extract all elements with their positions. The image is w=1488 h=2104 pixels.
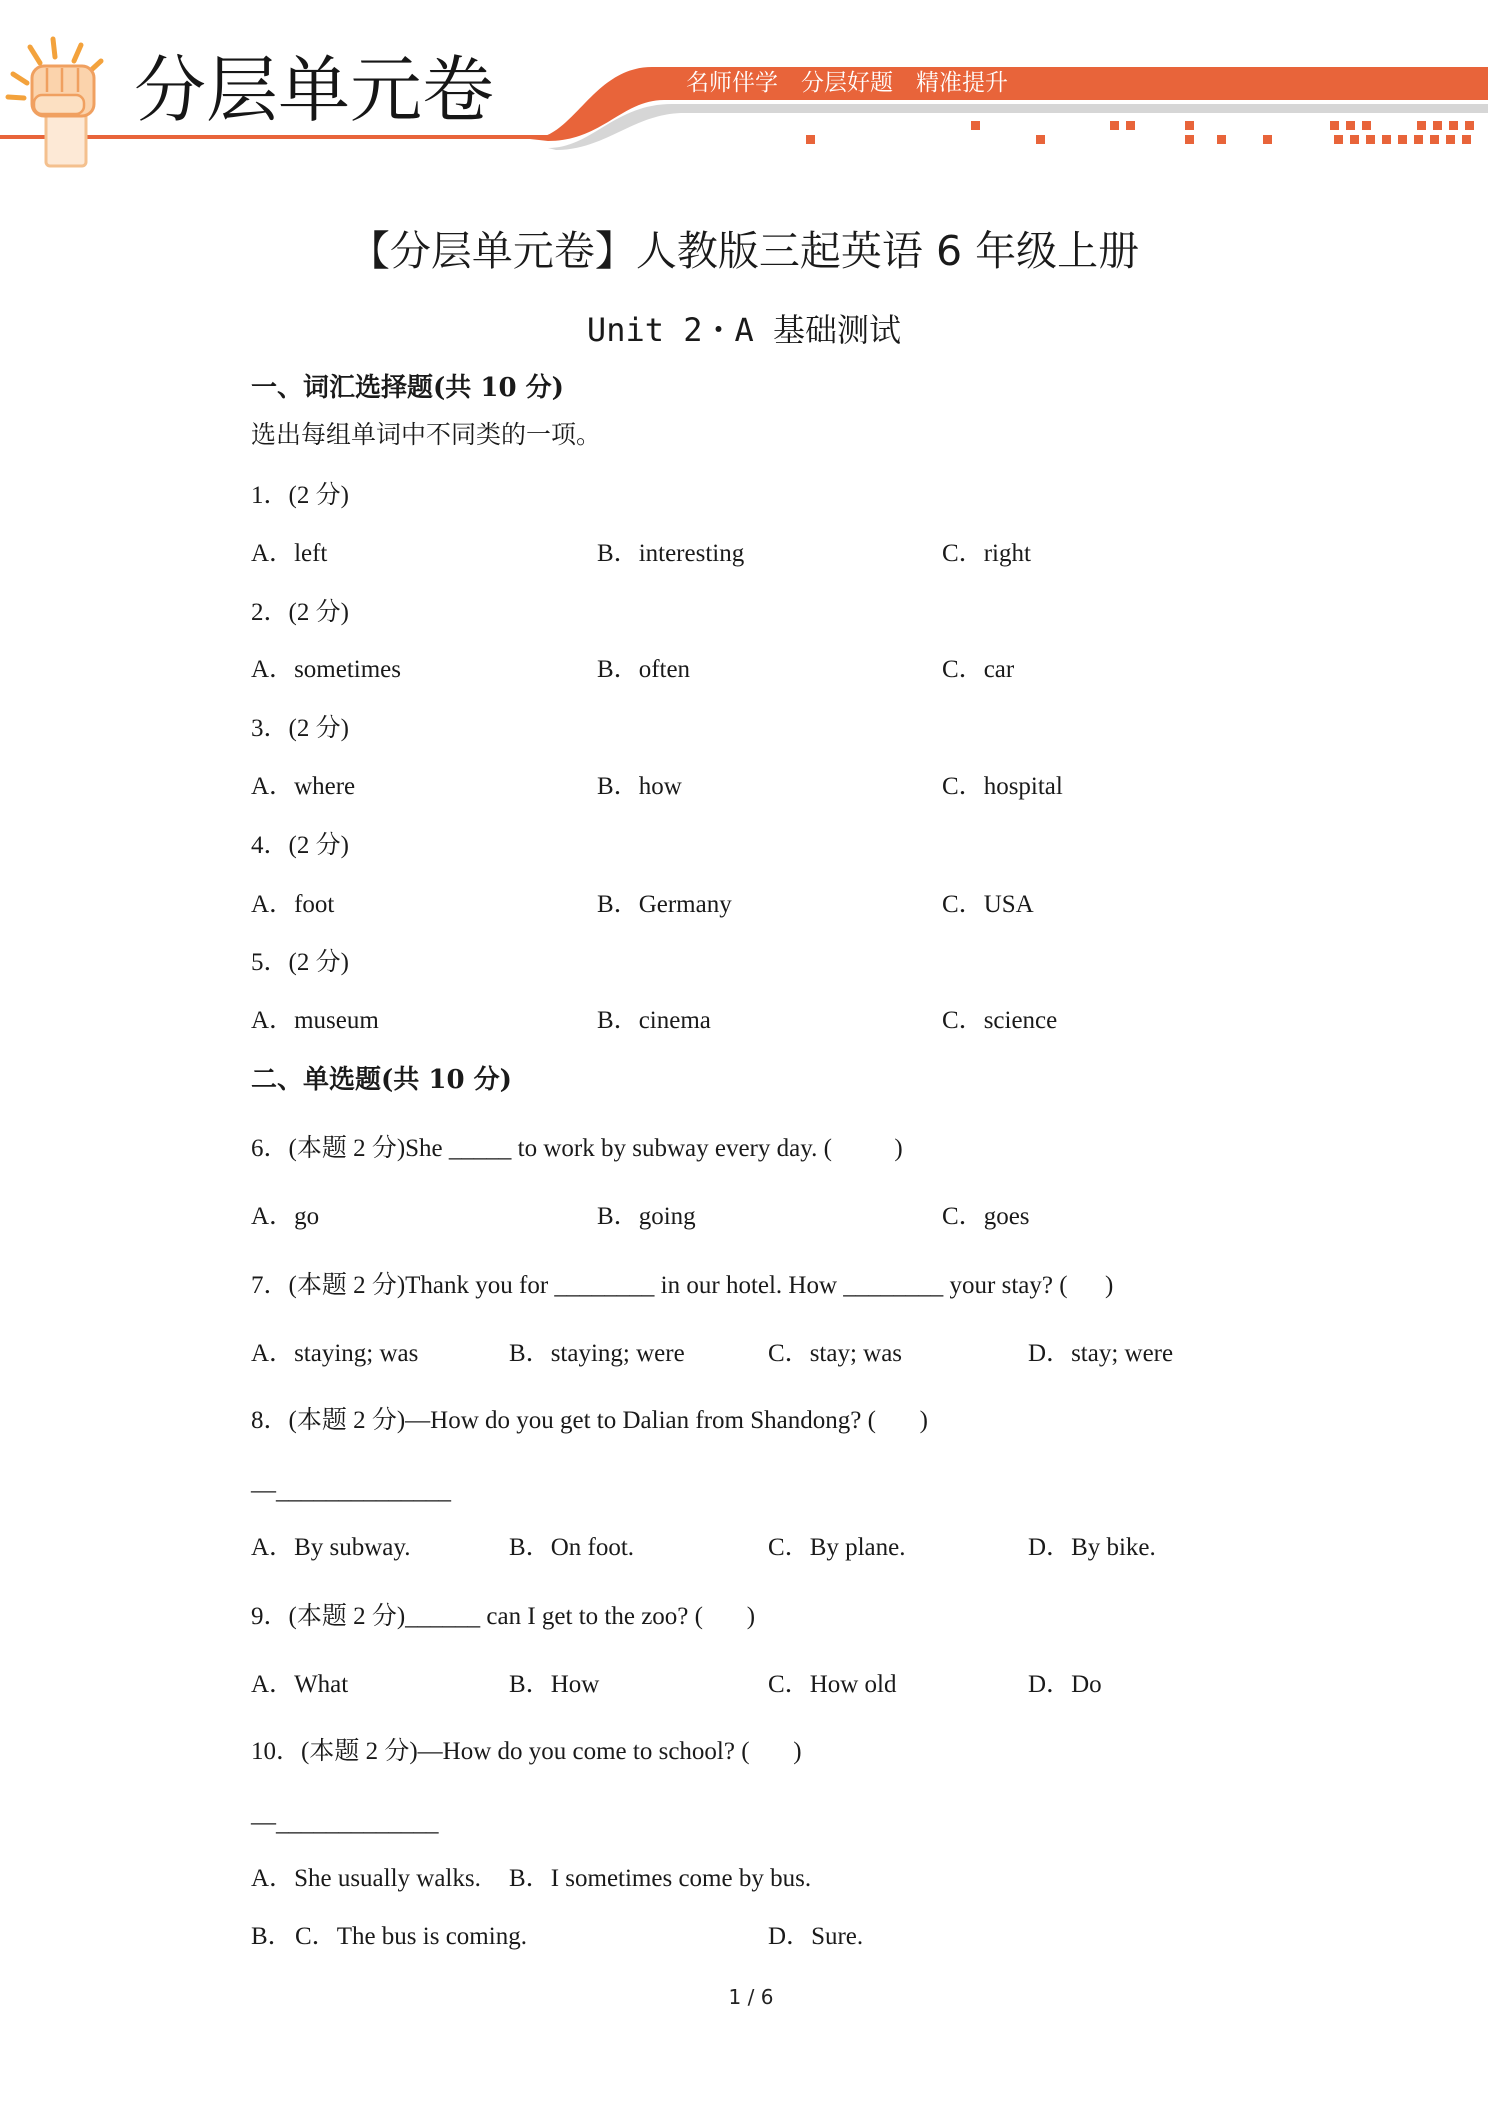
option-c — [942, 1008, 1057, 1034]
option-text: museum — [294, 1007, 379, 1034]
question-stem: 10．(本题 2 分)—How do you come to school? ( ) — [251, 1738, 802, 1765]
option-c — [942, 774, 1063, 800]
option-text: goes — [983, 1203, 1030, 1230]
option-label: D． — [1028, 1340, 1072, 1367]
option-c — [768, 1535, 906, 1561]
option-c — [942, 541, 1031, 567]
section-heading: 一、词汇选择题(共 10 分) — [251, 373, 564, 403]
document-title: 【分层单元卷】人教版三起英语 6 年级上册 — [348, 227, 1140, 275]
option-label: C． — [942, 1203, 984, 1230]
option-text: On foot. — [550, 1534, 635, 1561]
option-a — [251, 657, 401, 683]
option-c — [942, 1204, 1030, 1230]
option-label: B． — [597, 1007, 639, 1034]
option-c — [295, 1924, 527, 1950]
option-text: staying; were — [550, 1340, 685, 1367]
option-d — [1028, 1672, 1102, 1698]
option-a — [251, 1204, 319, 1230]
option-label: C． — [942, 891, 984, 918]
option-text: staying; was — [294, 1340, 419, 1367]
option-text: interesting — [638, 540, 745, 567]
option-label: D． — [1028, 1671, 1072, 1698]
option-label: A． — [251, 1007, 295, 1034]
option-text: foot — [294, 891, 335, 918]
option-text: She usually walks. — [294, 1865, 481, 1892]
option-a — [251, 1535, 411, 1561]
question-stem: 4．(2 分) — [251, 832, 349, 859]
answer-line: —_____________ — [251, 1809, 439, 1836]
question-stem: 5．(2 分) — [251, 949, 349, 976]
option-label: B． — [509, 1865, 551, 1892]
option-b — [509, 1866, 811, 1892]
option-a — [251, 1341, 418, 1367]
option-text: The bus is coming. — [336, 1923, 527, 1950]
option-text: stay; was — [809, 1340, 903, 1367]
question-stem: 7．(本题 2 分)Thank you for ________ in our hotel. How ________ your stay? ( ) — [251, 1272, 1114, 1299]
question-stem: 2．(2 分) — [251, 599, 349, 626]
option-b — [509, 1672, 599, 1698]
option-text: How old — [809, 1671, 897, 1698]
option-label: B． — [597, 891, 639, 918]
option-text: go — [294, 1203, 320, 1230]
option-label: A． — [251, 540, 295, 567]
brand-slogan: 名师伴学 分层好题 精准提升 — [686, 70, 1008, 96]
option-text: often — [638, 656, 691, 683]
option-c — [768, 1341, 902, 1367]
page-number: 1 / 6 — [728, 1985, 774, 2009]
fist-logo-icon — [8, 39, 101, 166]
option-text: By bike. — [1071, 1534, 1156, 1561]
option-b — [509, 1341, 685, 1367]
option-text: By plane. — [809, 1534, 906, 1561]
option-d — [768, 1924, 863, 1950]
option-text: stay; were — [1071, 1340, 1174, 1367]
option-label: C． — [768, 1671, 810, 1698]
option-label: C． — [942, 1007, 984, 1034]
option-text: How — [550, 1671, 600, 1698]
option-c — [942, 892, 1034, 918]
option-label: B． — [597, 773, 639, 800]
option-label: A． — [251, 1534, 295, 1561]
option-c — [942, 657, 1014, 683]
option-label: C． — [942, 656, 984, 683]
option-label: C． — [295, 1923, 337, 1950]
option-label: A． — [251, 773, 295, 800]
option-b — [597, 1008, 711, 1034]
option-a — [251, 1866, 481, 1892]
option-label: B． — [509, 1671, 551, 1698]
option-label: C． — [942, 773, 984, 800]
option-d — [1028, 1535, 1156, 1561]
option-label: A． — [251, 1671, 295, 1698]
option-text: By subway. — [294, 1534, 411, 1561]
option-row-prefix: B． — [251, 1923, 293, 1950]
option-b — [597, 1204, 696, 1230]
option-label: B． — [597, 1203, 639, 1230]
option-text: how — [638, 773, 682, 800]
option-c — [768, 1672, 897, 1698]
question-stem: 3．(2 分) — [251, 715, 349, 742]
option-text: where — [294, 773, 356, 800]
option-text: science — [983, 1007, 1058, 1034]
option-text: Germany — [638, 891, 732, 918]
option-label: B． — [509, 1534, 551, 1561]
option-text: cinema — [638, 1007, 711, 1034]
option-a — [251, 774, 355, 800]
option-text: What — [294, 1671, 349, 1698]
option-a — [251, 541, 327, 567]
option-label: A． — [251, 891, 295, 918]
option-b — [597, 892, 732, 918]
option-label: A． — [251, 656, 295, 683]
answer-line: —______________ — [251, 1477, 451, 1504]
option-a — [251, 1008, 379, 1034]
option-text: right — [983, 540, 1031, 567]
option-label: D． — [1028, 1534, 1072, 1561]
option-label: C． — [768, 1340, 810, 1367]
option-d — [1028, 1341, 1173, 1367]
option-text: USA — [983, 891, 1034, 918]
section-heading: 二、单选题(共 10 分) — [251, 1065, 512, 1095]
option-text: hospital — [983, 773, 1063, 800]
option-b — [509, 1535, 634, 1561]
question-stem: 1．(2 分) — [251, 482, 349, 509]
option-label: A． — [251, 1340, 295, 1367]
option-b — [597, 774, 682, 800]
option-b — [597, 541, 744, 567]
option-a — [251, 1672, 348, 1698]
question-stem: 8．(本题 2 分)—How do you get to Dalian from Shandong? ( ) — [251, 1407, 928, 1434]
option-text: Do — [1071, 1671, 1102, 1698]
option-text: car — [983, 656, 1015, 683]
decor-squares — [806, 121, 1474, 144]
option-label: B． — [597, 540, 639, 567]
question-stem: 6．(本题 2 分)She _____ to work by subway every day. ( ) — [251, 1135, 903, 1162]
option-a — [251, 892, 334, 918]
option-text: I sometimes come by bus. — [550, 1865, 812, 1892]
option-text: Sure. — [811, 1923, 864, 1950]
option-text: left — [294, 540, 328, 567]
option-label: A． — [251, 1865, 295, 1892]
question-stem: 9．(本题 2 分)______ can I get to the zoo? ( ) — [251, 1603, 756, 1630]
option-label: C． — [942, 540, 984, 567]
option-label: C． — [768, 1534, 810, 1561]
option-label: B． — [597, 656, 639, 683]
option-label: B． — [509, 1340, 551, 1367]
option-text: sometimes — [294, 656, 401, 683]
option-label: D． — [768, 1923, 812, 1950]
option-b — [597, 657, 690, 683]
section-instruction: 选出每组单词中不同类的一项。 — [251, 422, 602, 449]
option-text: going — [638, 1203, 696, 1230]
option-label: A． — [251, 1203, 295, 1230]
document-subtitle: Unit 2・A 基础测试 — [586, 311, 902, 349]
brand-title: 分层单元卷 — [134, 48, 495, 132]
